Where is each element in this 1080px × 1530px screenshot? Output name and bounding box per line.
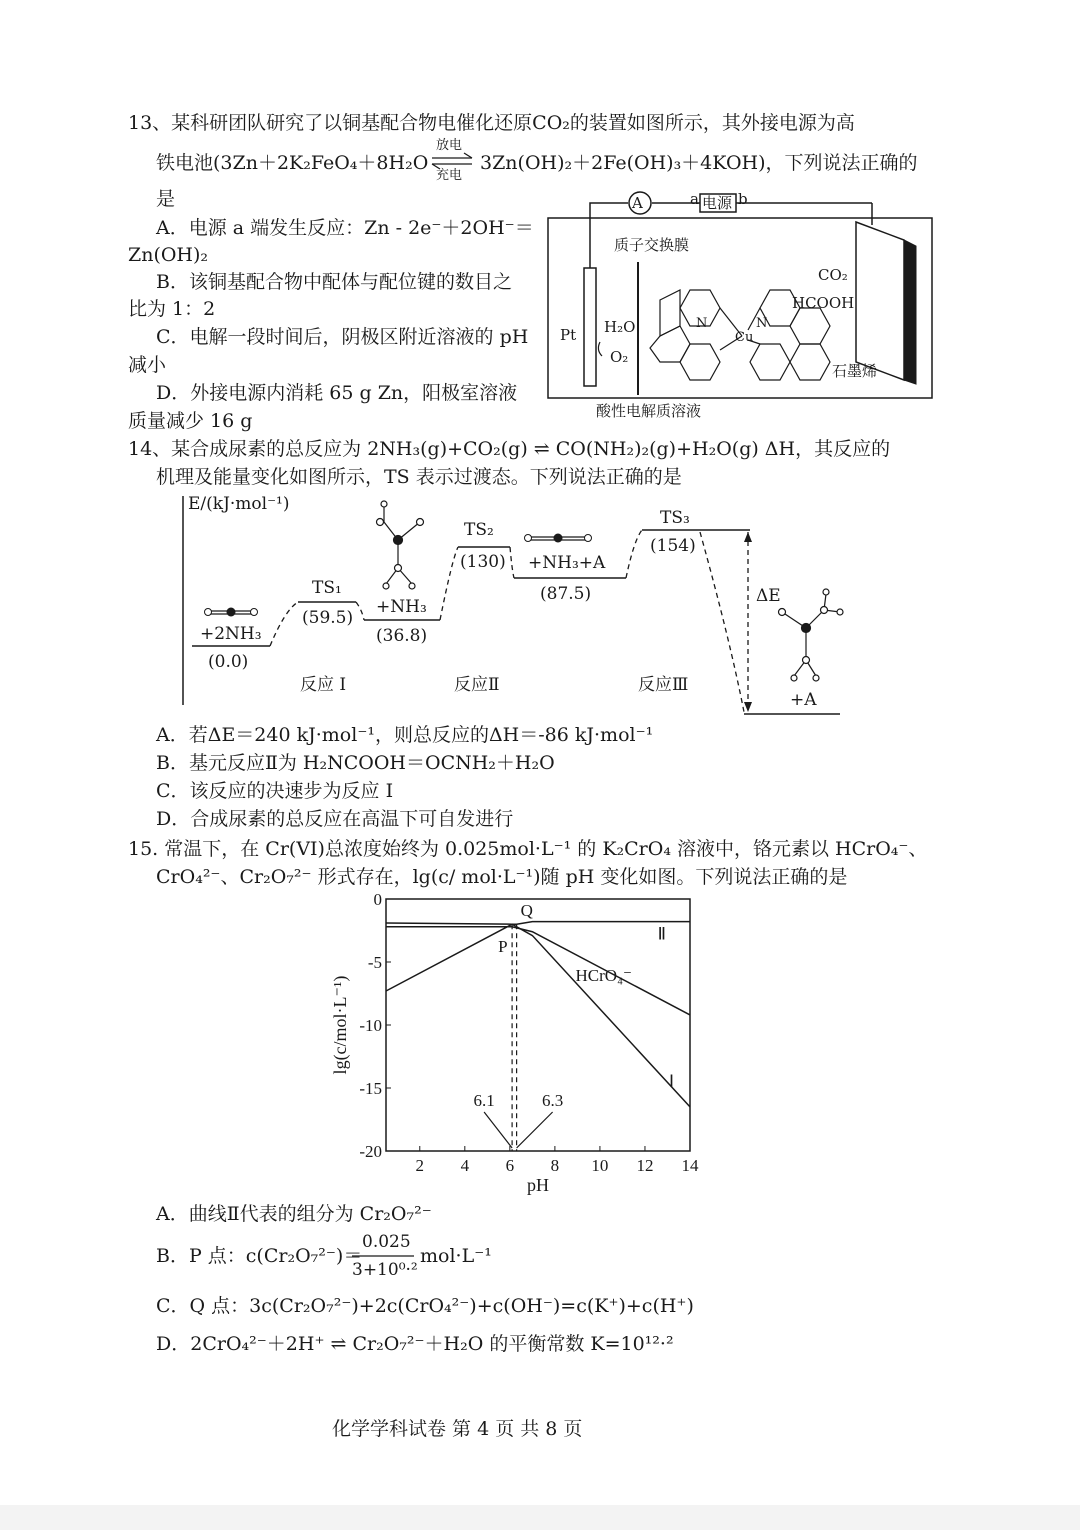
q15-stem-line1: 15. 常温下，在 Cr(VI)总浓度始终为 0.025mol·L⁻¹ 的 K₂CrO₄ 溶液中，铬元素以 HCrO₄⁻、	[128, 838, 928, 860]
q15-option-b-unit: mol·L⁻¹	[420, 1245, 492, 1267]
q14-option-a: A．若ΔE＝240 kJ·mol⁻¹，则总反应的ΔH＝-86 kJ·mol⁻¹	[156, 724, 654, 746]
terminal-b-label: b	[738, 190, 748, 208]
q15-option-c: C．Q 点：3c(Cr₂O₇²⁻)+2c(CrO₄²⁻)+c(OH⁻)=c(K⁺)+c(H⁺)	[156, 1295, 694, 1317]
reaction-3-label: 反应Ⅲ	[638, 675, 689, 695]
ammeter-label: A	[632, 194, 643, 212]
q14-option-d: D．合成尿素的总反应在高温下可自发进行	[156, 808, 514, 830]
q15-stem-line2: CrO₄²⁻、Cr₂O₇²⁻ 形式存在，lg(c/ mol·L⁻¹)随 pH 变化如图。下列说法正确的是	[156, 866, 848, 888]
annotation-6.1: 6.1	[473, 1091, 495, 1110]
level-3-species: TS₂	[464, 520, 494, 540]
point-P-label: P	[498, 937, 508, 957]
y-tick-label: -10	[359, 1016, 382, 1035]
level-1-value: (59.5)	[302, 608, 354, 628]
y-tick-label: 0	[373, 890, 382, 909]
q13-arrow-under: 充电	[436, 168, 463, 183]
q14-stem-line2: 机理及能量变化如图所示，TS 表示过渡态。下列说法正确的是	[156, 466, 682, 488]
q15-option-b-denominator: 3+10⁰·²	[352, 1260, 418, 1280]
chart-x-axis-title: pH	[527, 1175, 549, 1195]
q14-option-b: B．基元反应Ⅱ为 H₂NCOOH＝OCNH₂＋H₂O	[156, 752, 555, 774]
x-tick-label: 14	[681, 1156, 699, 1175]
level-6-species: +A	[790, 690, 817, 710]
q14-option-c: C．该反应的决速步为反应 I	[156, 780, 394, 802]
q13-option-b-line2: 比为 1：2	[128, 298, 216, 320]
level-2-value: (36.8)	[376, 626, 428, 646]
membrane-label: 质子交换膜	[614, 236, 690, 254]
q13-arrow-over: 放电	[436, 138, 463, 153]
electrolyte-label: 酸性电解质溶液	[596, 402, 702, 420]
level-4-value: (87.5)	[540, 584, 592, 604]
x-tick-label: 10	[591, 1156, 609, 1175]
q14-stem-line1: 14、某合成尿素的总反应为 2NH₃(g)+CO₂(g) ⇌ CO(NH₂)₂(g)+H₂O(g) ΔH，其反应的	[128, 438, 891, 460]
n-label-1: N	[696, 316, 708, 331]
x-tick-label: 4	[460, 1156, 470, 1175]
reaction-2-label: 反应Ⅱ	[454, 675, 500, 695]
q13-stem-line2a: 铁电池(3Zn＋2K₂FeO₄＋8H₂O	[156, 152, 429, 174]
q13-stem-line2b: 3Zn(OH)₂＋2Fe(OH)₃＋4KOH)，下列说法正确的	[480, 152, 918, 174]
y-tick-label: -15	[359, 1079, 382, 1098]
point-Q-label: Q	[520, 901, 533, 921]
series-label-1: HCrO₄⁻	[575, 965, 632, 985]
level-0-species: +2NH₃	[200, 624, 262, 644]
q13-option-d-line1: D．外接电源内消耗 65 g Zn，阳极室溶液	[156, 382, 518, 404]
cu-label: Cu	[735, 330, 754, 345]
co2-label: CO₂	[818, 266, 848, 284]
graphene-label: 石墨烯	[832, 362, 878, 380]
level-3-value: (130)	[460, 552, 506, 572]
chart-y-axis-title: lg(c/mol·L⁻¹)	[330, 975, 350, 1075]
level-1-species: TS₁	[312, 578, 342, 598]
q13-stem-line1: 13、某科研团队研究了以铜基配合物电催化还原CO₂的装置如图所示，其外接电源为高	[128, 112, 855, 134]
q15-option-b-numerator: 0.025	[362, 1232, 411, 1252]
power-source-label: 电源	[702, 194, 733, 212]
y-tick-label: -20	[359, 1142, 382, 1161]
q15-option-a: A．曲线Ⅱ代表的组分为 Cr₂O₇²⁻	[156, 1203, 432, 1225]
x-tick-label: 8	[550, 1156, 560, 1175]
q15-option-b-prefix: B．P 点：c(Cr₂O₇²⁻)＝	[156, 1245, 363, 1267]
q13-option-c-line2: 减小	[128, 354, 167, 376]
series-label-2: Ⅰ	[668, 1071, 674, 1091]
h2o-label: H₂O	[604, 318, 636, 336]
terminal-a-label: a	[690, 190, 699, 208]
q13-stem-line3: 是	[156, 188, 176, 210]
q13-option-a-line1: A．电源 a 端发生反应：Zn - 2e⁻＋2OH⁻＝	[156, 217, 534, 239]
q13-option-b-line1: B．该铜基配合物中配体与配位键的数目之	[156, 271, 512, 293]
o2-label: O₂	[610, 348, 629, 366]
page-footer: 化学学科试卷 第 4 页 共 8 页	[332, 1418, 583, 1440]
x-tick-label: 12	[636, 1156, 654, 1175]
reaction-1-label: 反应 I	[300, 675, 347, 695]
level-4-species: +NH₃+A	[528, 553, 606, 573]
n-label-2: N	[756, 316, 768, 331]
annotation-6.3: 6.3	[541, 1091, 564, 1110]
level-0-value: (0.0)	[208, 652, 249, 672]
x-tick-label: 2	[415, 1156, 425, 1175]
series-label-0: Ⅱ	[657, 924, 666, 944]
q13-option-d-line2: 质量减少 16 g	[128, 410, 253, 432]
hcooh-label: HCOOH	[792, 294, 855, 312]
level-5-value: (154)	[650, 536, 696, 556]
scan-edge	[0, 1505, 1080, 1530]
level-2-species: +NH₃	[376, 597, 427, 617]
energy-axis-label: E/(kJ·mol⁻¹)	[188, 494, 290, 514]
y-tick-label: -5	[367, 953, 382, 972]
x-tick-label: 6	[505, 1156, 515, 1175]
delta-e-label: ΔE	[756, 586, 781, 606]
pt-label: Pt	[560, 326, 577, 344]
level-5-species: TS₃	[660, 508, 690, 528]
q13-option-c-line1: C．电解一段时间后，阴极区附近溶液的 pH	[156, 326, 529, 348]
q13-option-a-line2: Zn(OH)₂	[128, 244, 209, 266]
q15-option-d: D．2CrO₄²⁻＋2H⁺ ⇌ Cr₂O₇²⁻＋H₂O 的平衡常数 K=10¹²·²	[156, 1333, 674, 1355]
